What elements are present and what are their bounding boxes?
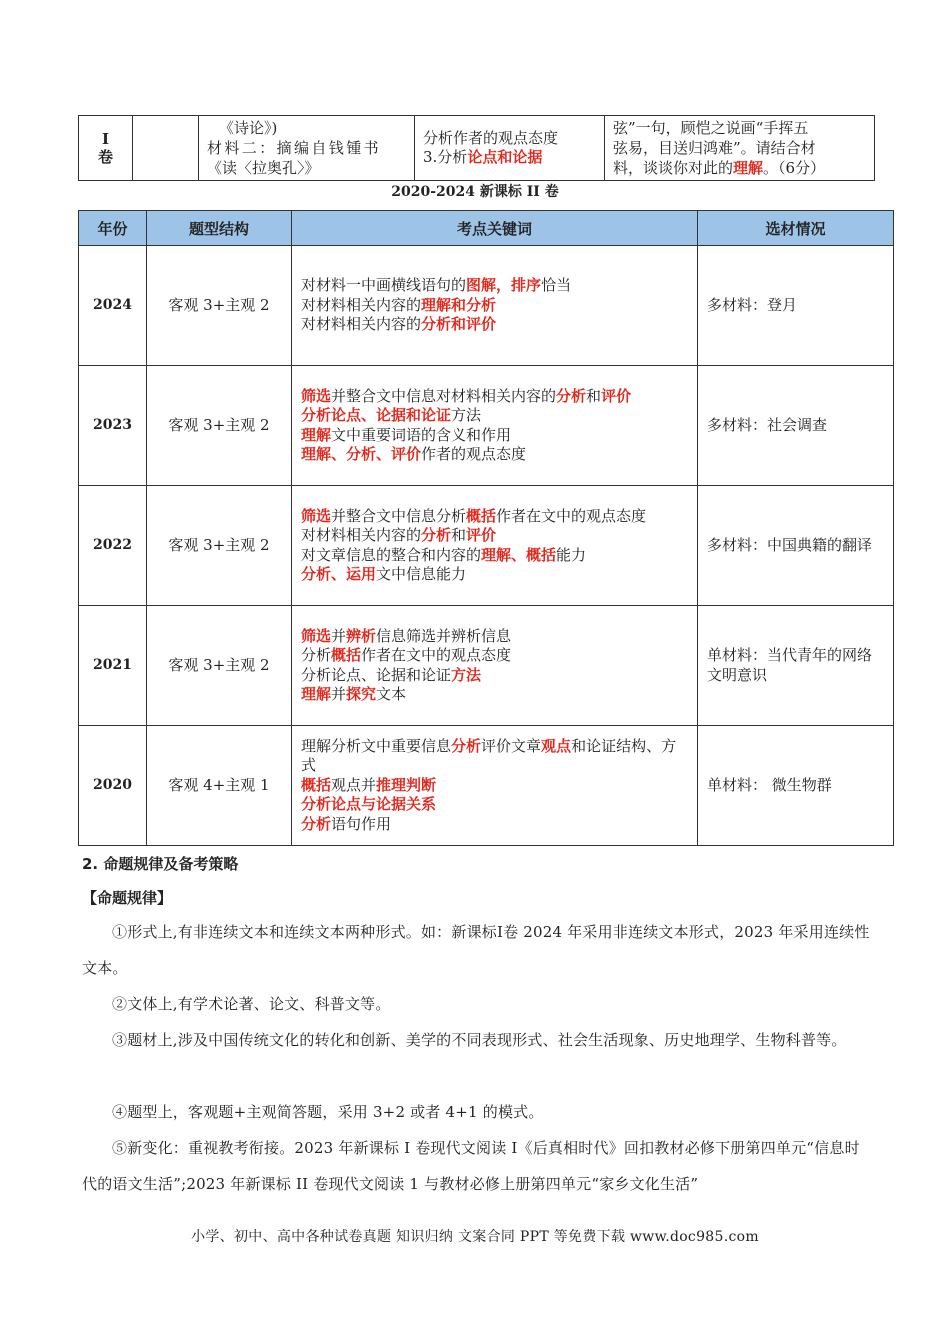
keyword-line <box>301 815 689 835</box>
volume-label-line1: I <box>101 130 110 148</box>
question-line: 弦易，目送归鸿难”。请结合材 <box>613 139 816 157</box>
points-line: 分析作者的观点态度 <box>423 129 559 147</box>
section-heading: 2. 命题规律及备考策略 <box>82 855 239 873</box>
keyword-highlight: 分析论点与论据关系 <box>301 795 437 814</box>
keyword-highlight: 理解和分析 <box>421 295 497 314</box>
keyword-text: 分析论点、论据和论证 <box>301 665 452 684</box>
keyword-line <box>301 565 689 585</box>
keyword-text: 评价文章 <box>481 736 542 755</box>
keyword-highlight: 理解、概括 <box>481 545 557 564</box>
keyword-highlight: 分析和评价 <box>421 315 497 334</box>
keyword-highlight: 方法 <box>451 665 482 684</box>
keyword-text: 对文章信息的整合和内容的 <box>301 545 482 564</box>
points-cell <box>415 116 605 181</box>
keyword-text: 对材料一中画横线语句的 <box>301 276 467 295</box>
keyword-highlight: 分析 <box>451 736 482 755</box>
keyword-line <box>301 666 689 686</box>
structure-cell: 客观 3+主观 2 <box>147 246 292 366</box>
section-title: 2020-2024 新课标 II 卷 <box>391 184 559 200</box>
table-row <box>79 726 894 846</box>
keyword-line <box>301 406 689 426</box>
table-row <box>79 366 894 486</box>
volume-label-line2: 卷 <box>97 148 113 166</box>
keyword-line <box>301 627 689 647</box>
table-row <box>79 486 894 606</box>
keyword-highlight: 分析、运用 <box>301 565 377 583</box>
keyword-line <box>301 445 689 465</box>
keyword-highlight: 评价 <box>601 386 632 405</box>
table-header-row <box>79 211 894 246</box>
keyword-line <box>301 737 689 776</box>
keyword-line <box>301 776 689 796</box>
paragraph: ⑤新变化：重视教考衔接。2023 年新课标 I 卷现代文阅读 I《后真相时代》回扣教材必修下册第四单元“信息时代的语文生活”;2023 年新课标 II 卷现代文阅读 1 与教材必修上册第四单元“家乡文化生活” <box>82 1139 860 1193</box>
material-line: 《读〈拉奥孔〉》 <box>207 159 320 177</box>
keyword-highlight: 理解 <box>301 425 332 444</box>
keyword-line <box>301 685 689 705</box>
material-line: 《诗论》) <box>219 119 278 137</box>
keywords-cell <box>292 606 698 726</box>
keyword-highlight: 探究 <box>346 685 377 703</box>
structure-cell: 客观 3+主观 2 <box>147 366 292 486</box>
material-cell: 多材料：中国典籍的翻译 <box>698 486 894 606</box>
keyword-highlight: 分析论点、论据和论证 <box>301 406 452 424</box>
keyword-text: 对材料相关内容的 <box>301 315 422 334</box>
keyword-text: 理解分析文中重要信息 <box>301 736 452 755</box>
year-cell: 2020 <box>79 726 147 846</box>
structure-cell: 客观 4+主观 1 <box>147 726 292 846</box>
keyword-highlight: 分析 <box>556 386 587 405</box>
header-keywords: 考点关键词 <box>292 211 698 246</box>
keyword-line <box>301 296 689 316</box>
question-text: 料，谈谈你对此的 <box>613 159 734 177</box>
keyword-highlight: 筛选 <box>301 506 332 525</box>
keyword-text: 并 <box>331 685 347 703</box>
keyword-text: 和论证结构、方式 <box>301 736 677 775</box>
keyword-highlight: 概括 <box>331 646 362 664</box>
keyword-highlight: 理解、分析、评价 <box>301 445 422 463</box>
keyword-highlight: 分析 <box>421 526 452 544</box>
keyword-highlight: 分析 <box>301 814 332 833</box>
keyword-line <box>301 387 689 407</box>
question-highlight: 理解 <box>733 159 764 177</box>
structure-cell: 客观 3+主观 2 <box>147 486 292 606</box>
keyword-text: 语句作用 <box>331 814 392 833</box>
keyword-text: 信息筛选并辨析信息 <box>376 626 512 645</box>
keyword-text: 分析 <box>301 646 332 664</box>
keywords-cell <box>292 486 698 606</box>
keyword-text: 和 <box>451 526 467 544</box>
table-row <box>79 246 894 366</box>
keyword-text: 观点并 <box>331 775 377 794</box>
keyword-highlight: 概括 <box>466 506 497 525</box>
keyword-line <box>301 795 689 815</box>
paragraph: ②文体上,有学术论著、论文、科普文等。 <box>112 995 391 1013</box>
keyword-line <box>301 526 689 546</box>
keyword-highlight: 排序 <box>511 276 542 295</box>
question-line: 弦”一句，顾恺之说画“手挥五 <box>613 119 809 137</box>
points-prefix: 3.分析 <box>423 148 468 166</box>
keyword-text: 对材料相关内容的 <box>301 526 422 544</box>
material-cell: 单材料： 微生物群 <box>698 726 894 846</box>
year-cell: 2021 <box>79 606 147 726</box>
keywords-cell <box>292 726 698 846</box>
table-row <box>79 606 894 726</box>
keyword-highlight: 理解 <box>301 685 332 703</box>
keywords-cell <box>292 366 698 486</box>
material-line: 材料二：摘编自钱锺书 <box>207 139 382 157</box>
header-year: 年份 <box>79 211 147 246</box>
keyword-highlight: 评价 <box>466 526 497 544</box>
previous-table-fragment <box>78 115 875 181</box>
question-cell <box>605 116 875 181</box>
keyword-highlight: 筛选 <box>301 386 332 405</box>
keyword-text: 文中信息能力 <box>376 565 467 583</box>
keyword-text: 对材料相关内容的 <box>301 295 422 314</box>
subsection-heading: 【命题规律】 <box>82 889 173 907</box>
keyword-text: 并整合文中信息分析 <box>331 506 467 525</box>
material-cell: 多材料：社会调查 <box>698 366 894 486</box>
table-row <box>79 116 875 181</box>
keyword-text: 文中重要词语的含义和作用 <box>331 425 512 444</box>
keyword-text: 作者在文中的观点态度 <box>496 506 647 525</box>
empty-cell <box>133 116 199 181</box>
year-cell: 2022 <box>79 486 147 606</box>
keyword-highlight: 图解 <box>466 276 497 295</box>
paragraph: ③题材上,涉及中国传统文化的转化和创新、美学的不同表现形式、社会生活现象、历史地理学、生物科普等。 <box>112 1031 847 1049</box>
keyword-line <box>301 546 689 566</box>
points-line <box>423 148 596 167</box>
keyword-line <box>301 315 689 335</box>
keyword-highlight: 辨析 <box>346 626 377 645</box>
keyword-line <box>301 276 689 296</box>
points-highlight: 论点和论据 <box>467 148 543 166</box>
material-cell <box>199 116 415 181</box>
keyword-line <box>301 507 689 527</box>
question-line <box>613 158 866 178</box>
material-cell: 单材料：当代青年的网络文明意识 <box>698 606 894 726</box>
keyword-text: 和 <box>586 386 602 405</box>
year-cell: 2024 <box>79 246 147 366</box>
keyword-text: 作者在文中的观点态度 <box>361 646 512 664</box>
keyword-highlight: 推理判断 <box>376 775 437 794</box>
keyword-text: 并整合文中信息对材料相关内容的 <box>331 386 557 405</box>
header-material: 选材情况 <box>698 211 894 246</box>
volume-cell <box>79 116 133 181</box>
keywords-cell <box>292 246 698 366</box>
keyword-line <box>301 646 689 666</box>
keyword-text: 文本 <box>376 685 407 703</box>
year-cell: 2023 <box>79 366 147 486</box>
keyword-highlight: 筛选 <box>301 626 332 645</box>
keyword-text: 恰当 <box>541 276 572 295</box>
keyword-highlight: 概括 <box>301 775 332 794</box>
footer-text: 小学、初中、高中各种试卷真题 知识归纳 文案合同 PPT 等免费下载 www.doc985.com <box>191 1229 759 1245</box>
exam-analysis-table <box>78 210 894 846</box>
keyword-text: 并 <box>331 626 347 645</box>
material-cell: 多材料：登月 <box>698 246 894 366</box>
keyword-text: 能力 <box>556 545 587 564</box>
keyword-line <box>301 426 689 446</box>
keyword-text: 方法 <box>451 406 482 424</box>
structure-cell: 客观 3+主观 2 <box>147 606 292 726</box>
paragraph: ④题型上，客观题+主观简答题，采用 3+2 或者 4+1 的模式。 <box>112 1103 544 1121</box>
question-text: 。（6分） <box>763 159 826 177</box>
keyword-highlight: 观点 <box>541 736 572 755</box>
keyword-text: 作者的观点态度 <box>421 445 527 463</box>
header-structure: 题型结构 <box>147 211 292 246</box>
paragraph: ①形式上,有非连续文本和连续文本两种形式。如：新课标Ⅰ卷 2024 年采用非连续文本形式，2023 年采用连续性文本。 <box>82 923 870 977</box>
keyword-highlight: ， <box>496 276 512 295</box>
